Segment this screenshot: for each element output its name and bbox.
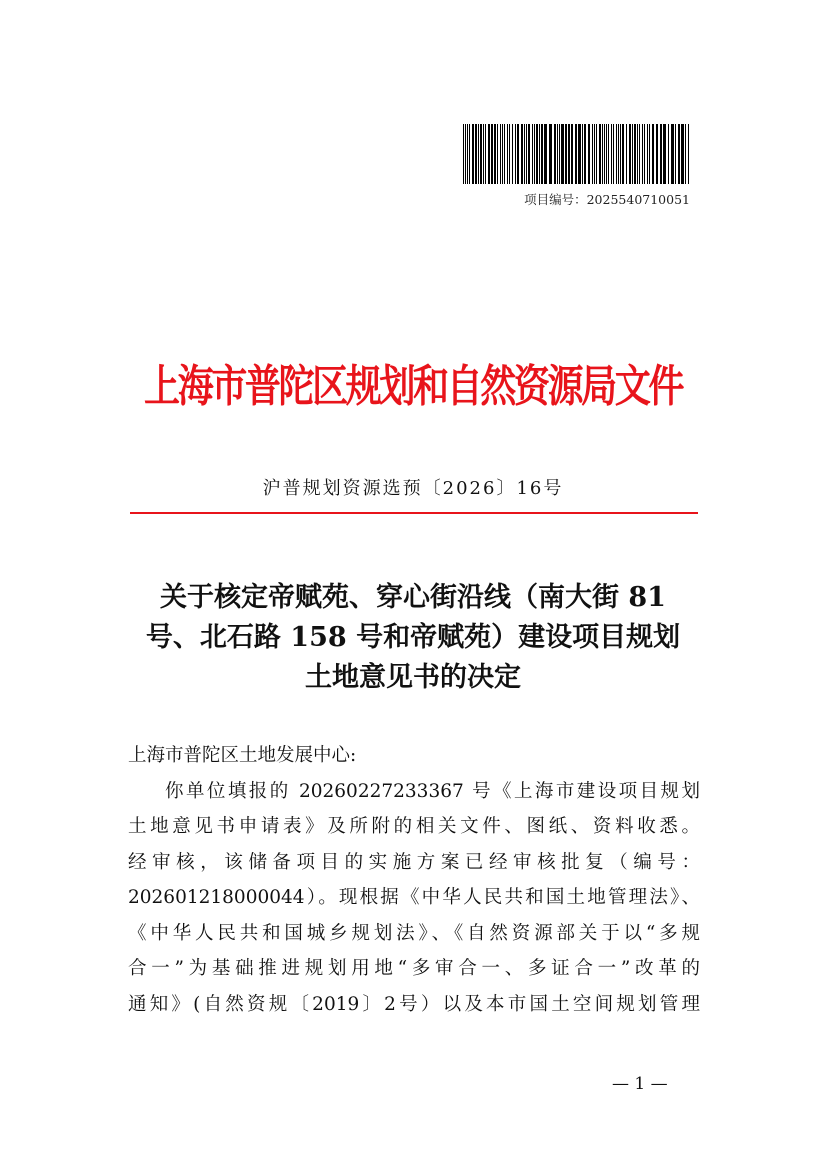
body-line-1: 你单位填报的 20260227233367 号《上海市建设项目规划 [165, 780, 700, 802]
heading-line-3: 土地意见书的决定 [305, 662, 521, 693]
body-line-4: 202601218000044）。现根据《中华人民共和国土地管理法》、 [128, 887, 700, 908]
red-divider-line [130, 512, 698, 514]
heading-line-2: 号、北石路 158 号和帝赋苑）建设项目规划 [145, 622, 681, 653]
heading-line-1: 关于核定帝赋苑、穿心街沿线（南大街 81 [160, 582, 666, 613]
body-line-6: 合一”为基础推进规划用地“多审合一、多证合一”改革的 [128, 958, 700, 979]
body-line-2: 土地意见书申请表》及所附的相关文件、图纸、资料收悉。 [128, 816, 700, 837]
barcode-image [463, 124, 689, 184]
body-line-3: 经审核，该储备项目的实施方案已经审核批复（编号： [128, 851, 700, 873]
body-text [128, 738, 700, 1022]
addressee: 上海市普陀区土地发展中心: [128, 745, 357, 766]
document-heading [118, 578, 708, 698]
document-number: 沪普规划资源选预〔2026〕16号 [262, 478, 564, 499]
project-number: 项目编号：2025540710051 [524, 192, 690, 207]
page-number: — 1 — [612, 1074, 668, 1094]
body-line-5: 《中华人民共和国城乡规划法》、《自然资源部关于以“多规 [128, 922, 700, 944]
issuing-authority-title: 上海市普陀区规划和自然资源局文件 [144, 361, 682, 412]
body-line-7: 通知》(自然资规〔2019〕2号）以及本市国土空间规划管理 [128, 993, 700, 1015]
